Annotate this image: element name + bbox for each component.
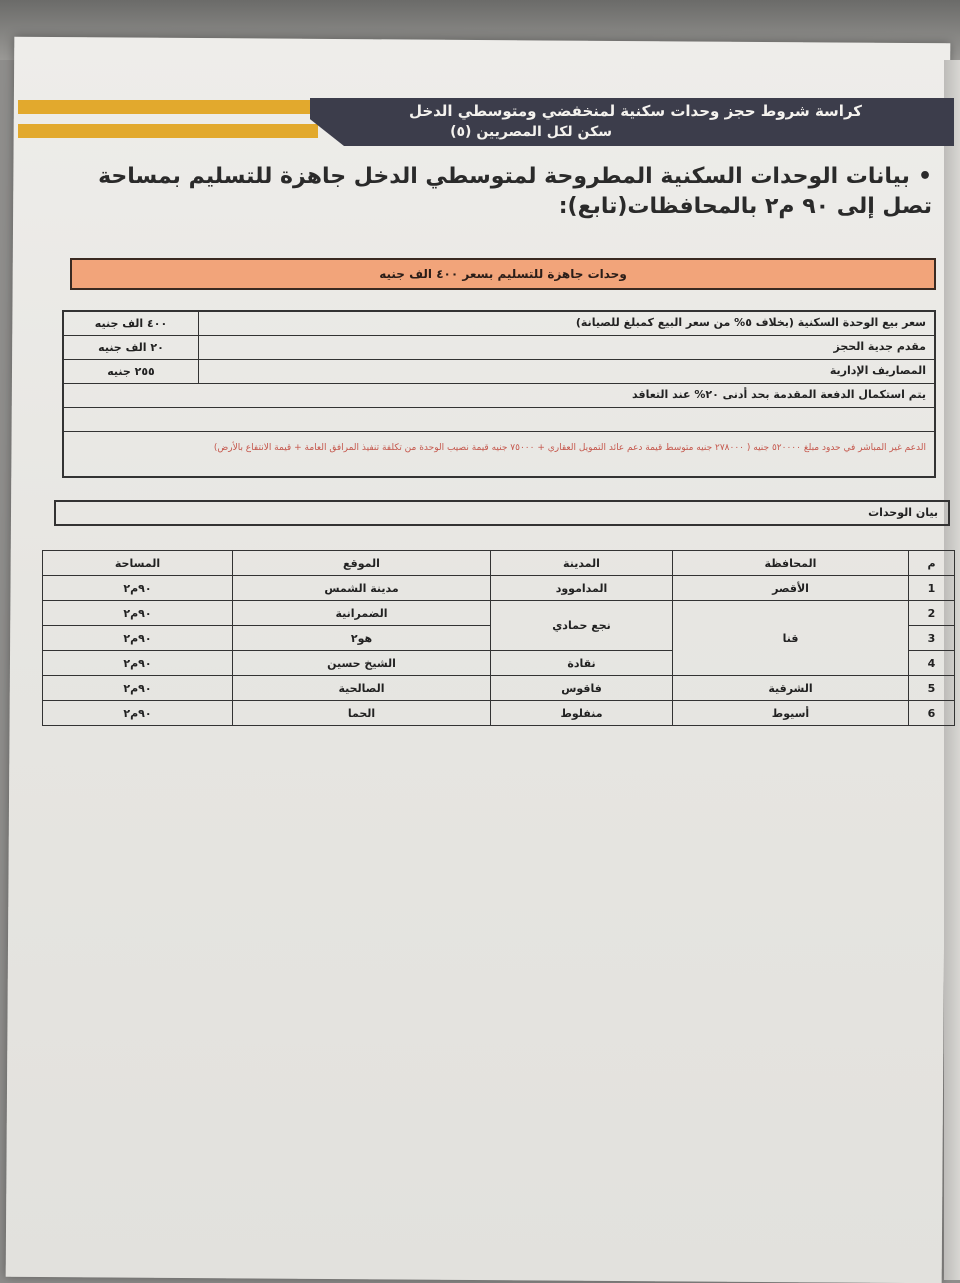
intro-text: بيانات الوحدات السكنية المطروحة لمتوسطي الدخل جاهزة للتسليم بمساحة تصل إلى ٩٠ م٢ بالمحافظات(تابع): bbox=[98, 164, 932, 219]
cell-city: المداموود bbox=[491, 576, 673, 601]
table-row bbox=[43, 701, 955, 726]
completion-note-row bbox=[64, 384, 934, 408]
cell-city: منفلوط bbox=[491, 701, 673, 726]
table-header-row bbox=[43, 551, 955, 576]
price-row-label: مقدم جدية الحجز bbox=[833, 340, 926, 353]
table-row bbox=[43, 676, 955, 701]
intro-bullet bbox=[72, 162, 932, 222]
col-num-header: م bbox=[909, 551, 955, 576]
cell-area: ٩٠م٢ bbox=[43, 676, 233, 701]
cell-city: نقادة bbox=[491, 651, 673, 676]
price-heading: وحدات جاهزة للتسليم بسعر ٤٠٠ الف جنيه bbox=[70, 258, 936, 290]
banner-gold-stripe-bottom bbox=[18, 124, 318, 138]
cell-num: 3 bbox=[909, 626, 955, 651]
units-title: بيان الوحدات bbox=[868, 506, 938, 519]
price-row-value: ٢٠ الف جنيه bbox=[64, 336, 199, 359]
bullet-dot-icon: • bbox=[917, 164, 932, 189]
table-row bbox=[43, 576, 955, 601]
cell-area: ٩٠م٢ bbox=[43, 626, 233, 651]
price-row bbox=[64, 336, 934, 360]
support-note: الدعم غير المباشر في حدود مبلغ ٥٢٠٠٠٠ جنيه ( ٢٧٨٠٠٠ جنيه متوسط قيمة دعم عائد التمويل العقاري + ٧٥٠٠٠ جنيه قيمة نصيب الوحدة من تكلفة تنفيذ المرافق العامة + قيمة الانتفاع بالأرض) bbox=[213, 443, 926, 453]
cell-area: ٩٠م٢ bbox=[43, 701, 233, 726]
price-row-value: ٤٠٠ الف جنيه bbox=[64, 312, 199, 335]
price-box bbox=[62, 310, 936, 478]
price-row-label: المصاريف الإدارية bbox=[829, 364, 926, 377]
col-location-header: الموقع bbox=[233, 551, 491, 576]
cell-area: ٩٠م٢ bbox=[43, 576, 233, 601]
table-row bbox=[43, 601, 955, 626]
cell-num: 5 bbox=[909, 676, 955, 701]
cell-location: هو٢ bbox=[233, 626, 491, 651]
cell-governorate: أسيوط bbox=[673, 701, 909, 726]
price-row-value: ٢٥٥ جنيه bbox=[64, 360, 199, 383]
price-row bbox=[64, 360, 934, 384]
col-area-header: المساحة bbox=[43, 551, 233, 576]
price-row-label: سعر بيع الوحدة السكنية (بخلاف ٥% من سعر البيع كمبلغ للصيانة) bbox=[575, 316, 926, 329]
cell-governorate: الأقصر bbox=[673, 576, 909, 601]
cell-area: ٩٠م٢ bbox=[43, 601, 233, 626]
cell-area: ٩٠م٢ bbox=[43, 651, 233, 676]
units-table bbox=[42, 550, 955, 726]
header-banner bbox=[18, 100, 954, 146]
cell-city: فاقوس bbox=[491, 676, 673, 701]
empty-row bbox=[64, 408, 934, 432]
banner-title-line2: سكن لكل المصريين (٥) bbox=[450, 124, 612, 140]
cell-location: مدينة الشمس bbox=[233, 576, 491, 601]
units-title-box bbox=[54, 500, 950, 526]
cell-num: 1 bbox=[909, 576, 955, 601]
cell-num: 4 bbox=[909, 651, 955, 676]
cell-governorate: قنا bbox=[673, 601, 909, 676]
cell-governorate: الشرقية bbox=[673, 676, 909, 701]
cell-location: الشيخ حسين bbox=[233, 651, 491, 676]
cell-city: نجع حمادي bbox=[491, 601, 673, 651]
price-row bbox=[64, 312, 934, 336]
col-city-header: المدينة bbox=[491, 551, 673, 576]
completion-note: يتم استكمال الدفعة المقدمة بحد أدنى ٢٠% عند التعاقد bbox=[632, 388, 926, 401]
cell-location: الحما bbox=[233, 701, 491, 726]
cell-num: 6 bbox=[909, 701, 955, 726]
cell-location: الصالحية bbox=[233, 676, 491, 701]
cell-location: الضمرانية bbox=[233, 601, 491, 626]
col-governorate-header: المحافظة bbox=[673, 551, 909, 576]
cell-num: 2 bbox=[909, 601, 955, 626]
banner-title-line1: كراسة شروط حجز وحدات سكنية لمنخفضي ومتوسطي الدخل bbox=[408, 102, 862, 120]
banner-gold-stripe-top bbox=[18, 100, 310, 114]
